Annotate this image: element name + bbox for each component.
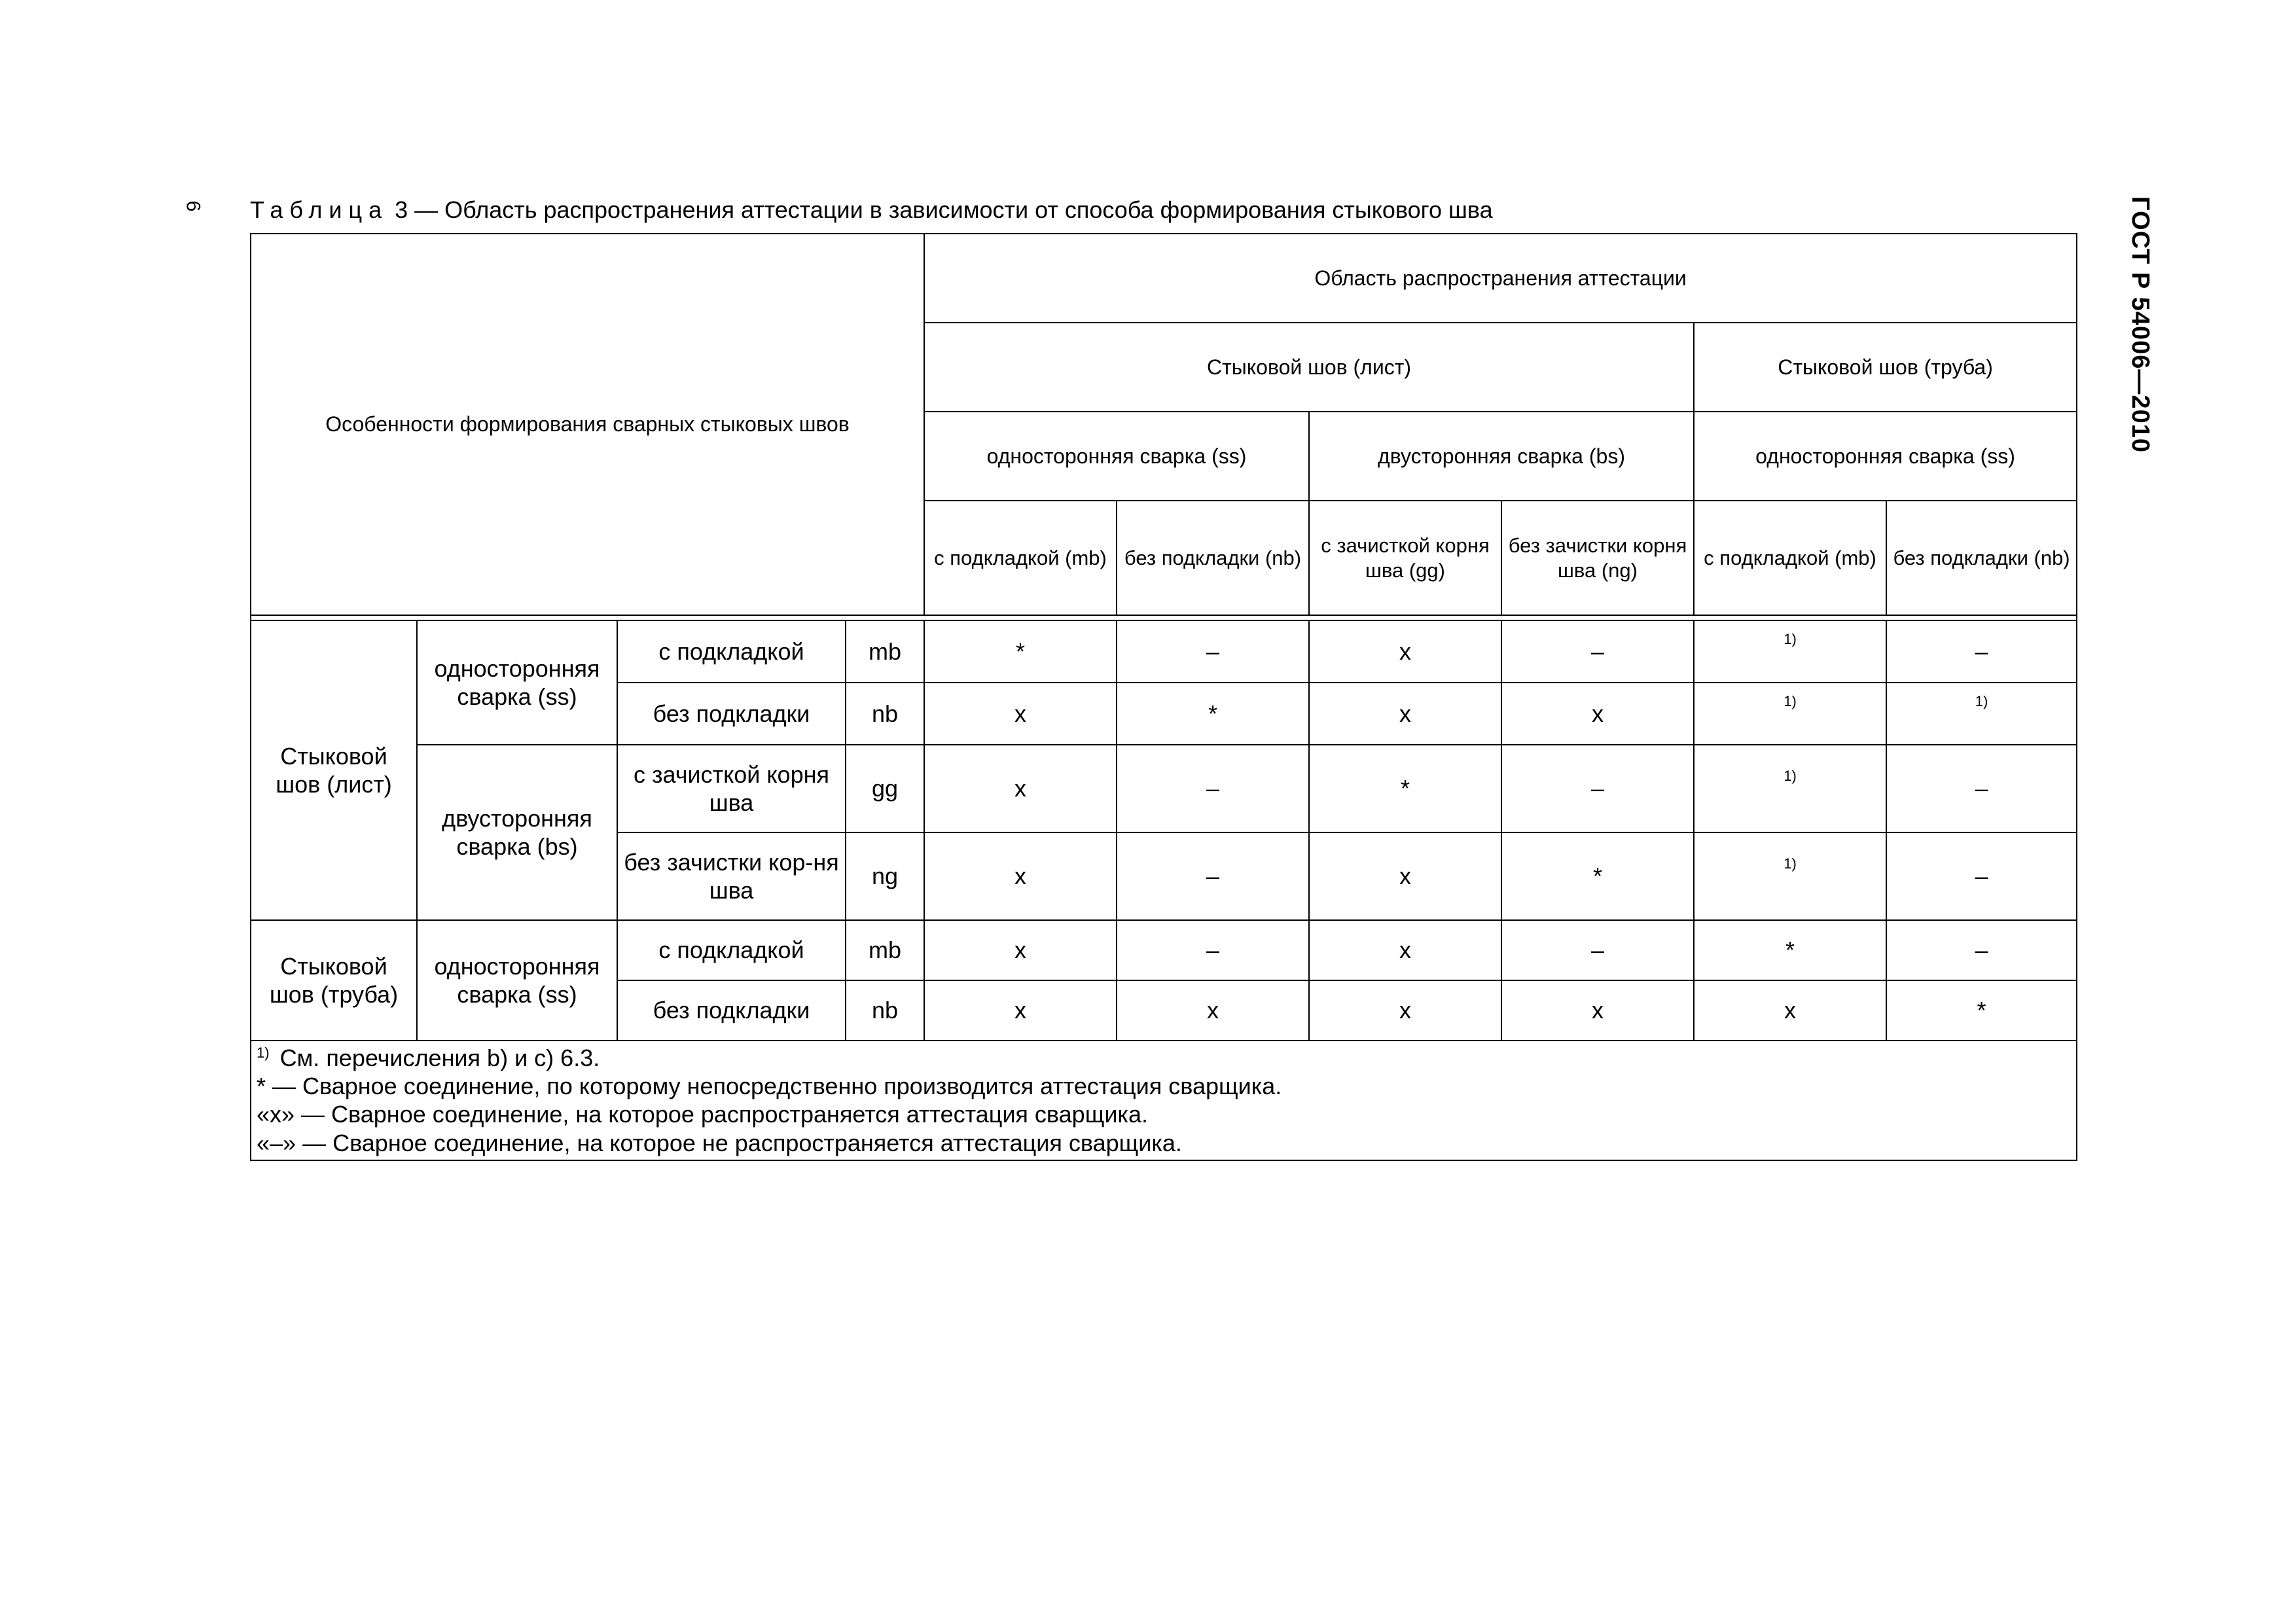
cell: – [1117, 832, 1309, 920]
table-notes [251, 1041, 2077, 1160]
cell: x [924, 920, 1117, 980]
cell: – [1501, 620, 1694, 683]
row-feature: без подкладки [617, 980, 846, 1041]
row-feature: с подкладкой [617, 920, 846, 980]
header-pipe: Стыковой шов (труба) [1694, 323, 2077, 412]
cell: x [924, 832, 1117, 920]
footnote-ref: 1) [1975, 692, 1988, 709]
cell: – [1501, 920, 1694, 980]
cell: – [1117, 620, 1309, 683]
cell: x [924, 683, 1117, 745]
cell: x [924, 980, 1117, 1041]
row-code: mb [846, 620, 924, 683]
row-feature: без подкладки [617, 683, 846, 745]
cell: * [1501, 832, 1694, 920]
header-plate-ss: односторонняя сварка (ss) [924, 412, 1309, 501]
cell: x [1501, 683, 1694, 745]
cell-footnote [1694, 745, 1886, 832]
table-notes-row [251, 1041, 2077, 1160]
row-feature: без зачистки кор-ня шва [617, 832, 846, 920]
header-plate: Стыковой шов (лист) [924, 323, 1694, 412]
header-features: Особенности формирования сварных стыковых швов [251, 234, 924, 615]
table-row [251, 920, 2077, 980]
note-footnote-text: См. перечисления b) и c) 6.3. [279, 1044, 600, 1071]
footnote-ref: 1) [1784, 692, 1797, 709]
header-col-3: с зачисткой корня шва (gg) [1309, 501, 1501, 615]
footnote-ref: 1) [1784, 855, 1797, 872]
subgroup-pipe-ss: односторонняя сварка (ss) [417, 920, 617, 1041]
cell: – [1501, 745, 1694, 832]
cell: – [1117, 745, 1309, 832]
table-caption [250, 196, 1493, 224]
table-row [251, 620, 2077, 683]
row-feature: с подкладкой [617, 620, 846, 683]
cell: * [1309, 745, 1501, 832]
subgroup-bs: двусторонняя сварка (bs) [417, 745, 617, 920]
table-row [251, 745, 2077, 832]
cell: x [1117, 980, 1309, 1041]
cell-footnote [1694, 620, 1886, 683]
cell: * [924, 620, 1117, 683]
cell: x [924, 745, 1117, 832]
cell-footnote [1886, 683, 2077, 745]
cell: * [1117, 683, 1309, 745]
row-code: nb [846, 980, 924, 1041]
cell: – [1886, 920, 2077, 980]
cell: – [1886, 745, 2077, 832]
cell: x [1694, 980, 1886, 1041]
header-col-1: с подкладкой (mb) [924, 501, 1117, 615]
cell: – [1886, 620, 2077, 683]
cell: x [1501, 980, 1694, 1041]
header-plate-bs: двусторонняя сварка (bs) [1309, 412, 1694, 501]
cell-footnote [1694, 683, 1886, 745]
note-dash: «–» — Сварное соединение, на которое не распространяется аттестация сварщика. [257, 1129, 1182, 1156]
header-separator [251, 615, 2077, 620]
attestation-table [250, 233, 2077, 1161]
note-x: «x» — Сварное соединение, на которое распространяется аттестация сварщика. [257, 1101, 1148, 1128]
note-footnote-mark: 1) [257, 1044, 270, 1061]
cell: x [1309, 832, 1501, 920]
header-scope: Область распространения аттестации [924, 234, 2077, 323]
cell: x [1309, 620, 1501, 683]
header-col-2: без подкладки (nb) [1117, 501, 1309, 615]
group-plate: Стыковой шов (лист) [251, 620, 417, 920]
cell: * [1886, 980, 2077, 1041]
cell: – [1117, 920, 1309, 980]
footnote-ref: 1) [1784, 768, 1797, 785]
row-code: gg [846, 745, 924, 832]
group-pipe: Стыковой шов (труба) [251, 920, 417, 1041]
row-code: nb [846, 683, 924, 745]
header-col-5: с подкладкой (mb) [1694, 501, 1886, 615]
note-footnote [257, 1044, 2071, 1072]
header-col-6: без подкладки (nb) [1886, 501, 2077, 615]
header-col-4: без зачистки корня шва (ng) [1501, 501, 1694, 615]
table-caption-label: Таблица [250, 196, 389, 223]
row-code: mb [846, 920, 924, 980]
document-code: ГОСТ Р 54006—2010 [2126, 196, 2154, 453]
page-number: 6 [182, 200, 204, 212]
cell: x [1309, 980, 1501, 1041]
footnote-ref: 1) [1784, 630, 1797, 647]
cell: * [1694, 920, 1886, 980]
note-star: * — Сварное соединение, по которому непосредственно производится аттестация сварщика. [257, 1073, 1282, 1100]
row-feature: с зачисткой корня шва [617, 745, 846, 832]
cell-footnote [1694, 832, 1886, 920]
cell: x [1309, 920, 1501, 980]
subgroup-ss: односторонняя сварка (ss) [417, 620, 617, 745]
header-pipe-ss: односторонняя сварка (ss) [1694, 412, 2077, 501]
table-caption-text: 3 — Область распространения аттестации в зависимости от способа формирования стыкового шва [388, 196, 1493, 223]
cell: x [1309, 683, 1501, 745]
cell: – [1886, 832, 2077, 920]
row-code: ng [846, 832, 924, 920]
